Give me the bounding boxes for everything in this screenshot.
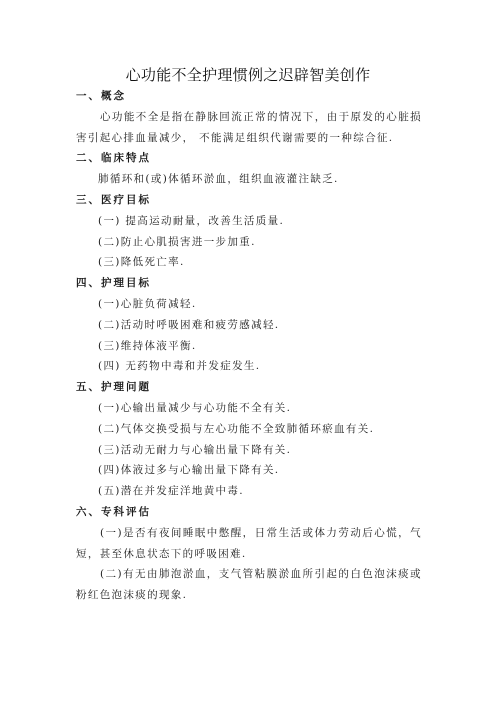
section-heading-specialty-assessment: 六、专科评估 [76,505,151,518]
medical-goal-item: (一) 提高运动耐量，改善生活质量. [98,214,285,227]
nursing-goal-item: (二)活动时呼吸困难和疲劳感减轻. [98,318,280,331]
section-heading-medical-goals: 三、医疗目标 [76,193,151,206]
section-heading-nursing-goals: 四、护理目标 [76,277,151,290]
clinical-features-line: 肺循环和(或)体循环淤血，组织血液灌注缺乏. [98,173,339,186]
nursing-problem-item: (四)体液过多与心输出量下降有关. [98,464,280,477]
document-title: 心功能不全护理惯例之迟辟智美创作 [125,66,371,84]
nursing-problem-item: (三)活动无耐力与心输出量下降有关. [98,443,292,456]
nursing-goal-item: (一)心脏负荷减轻. [98,297,197,310]
nursing-problem-item: (五)潜在并发症洋地黄中毒. [98,485,244,498]
section-heading-nursing-problems: 五、护理问题 [76,381,151,394]
assessment-paragraph: (一)是否有夜间睡眠中憋醒，日常生活或体力劳动后心慌，气短，甚至休息状态下的呼吸困难. [76,526,422,560]
medical-goal-item: (二)防止心肌损害进一步加重. [98,235,256,248]
nursing-problem-item: (二)气体交换受损与左心功能不全致肺循环瘀血有关. [98,422,375,435]
nursing-problem-item: (一)心输出量减少与心功能不全有关. [98,401,292,414]
nursing-goal-item: (四) 无药物中毒和并发症发生. [98,360,261,373]
concept-paragraph: 心功能不全是指在静脉回流正常的情况下，由于原发的心脏损害引起心排血量减少， 不能满足组织代谢需要的一种综合征. [76,110,422,144]
section-heading-concept: 一、概念 [76,90,126,102]
medical-goal-item: (三)降低死亡率. [98,256,185,269]
nursing-goal-item: (三)维持体液平衡. [98,339,197,352]
section-heading-clinical-features: 二、临床特点 [76,152,151,165]
assessment-paragraph: (二)有无由肺泡淤血，支气管粘膜淤血所引起的白色泡沫痰或粉红色泡沫痰的现象. [76,568,422,602]
document-body [76,86,422,606]
